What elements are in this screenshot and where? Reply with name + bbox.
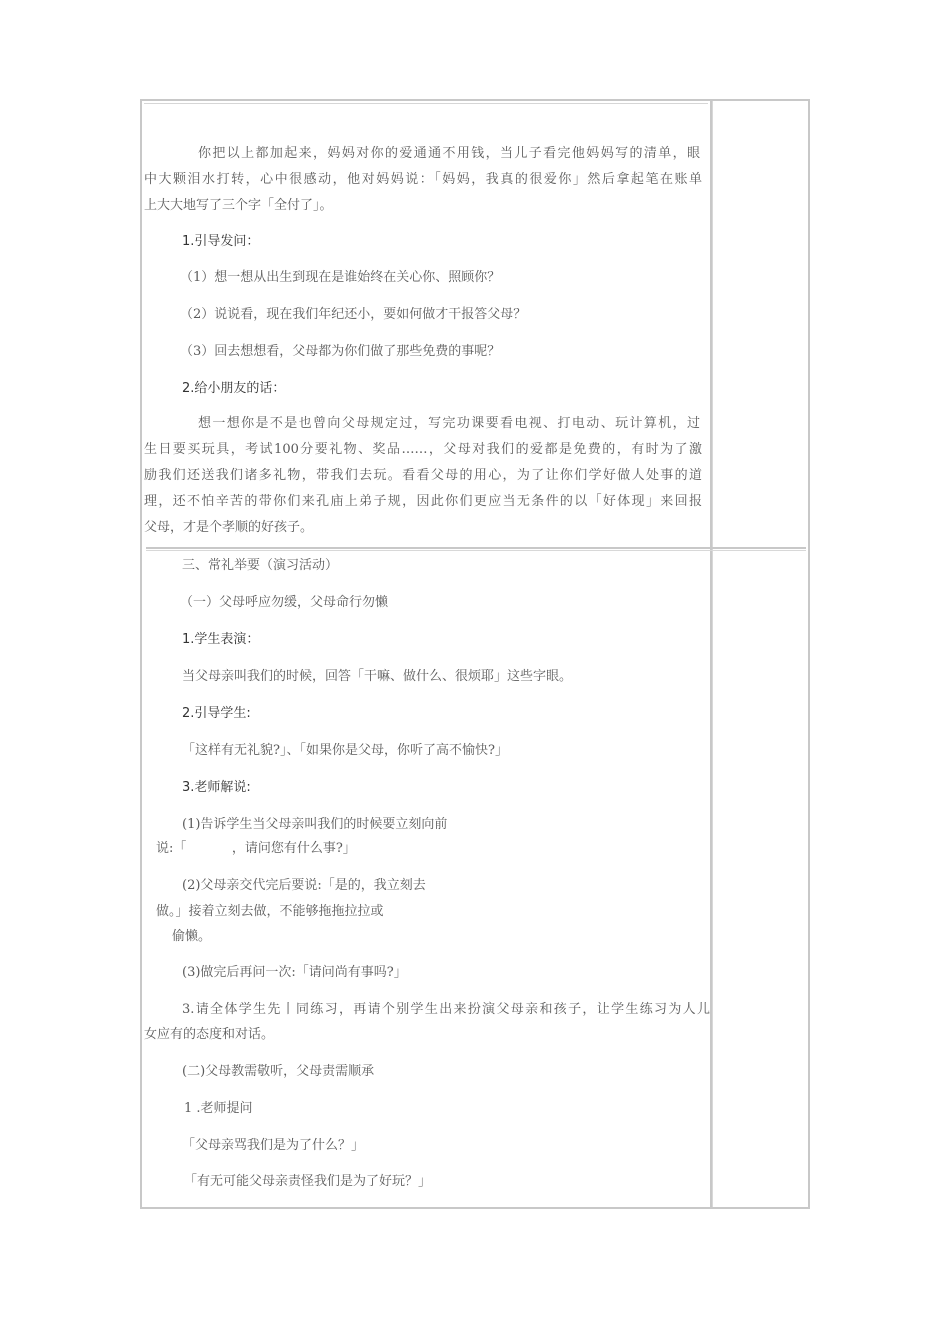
teacher-ask-label: 1 .老师提问 [184, 1101, 253, 1116]
guide-students-label: 2.引导学生: [182, 706, 251, 721]
question-3: （3）回去想想看，父母都为你们做了那些免费的事呢？ [180, 344, 501, 359]
story-line-3: 上大大地写了三个字「全付了」。 [144, 198, 333, 213]
question-1: （1）想一想从出生到现在是谁始终在关心你、照顾你？ [180, 270, 501, 285]
column-divider [710, 101, 713, 1207]
upper-cell [142, 101, 710, 547]
explain-1-line-1: (1)告诉学生当父母亲叫我们的时候要立刻向前 [182, 817, 448, 832]
practice-line-2: 女应有的态度和对话。 [144, 1027, 275, 1042]
explain-3: (3)做完后再问一次:「请问尚有事吗?」 [182, 965, 407, 980]
teacher-ask-1: 「父母亲骂我们是为了什么？」 [182, 1138, 365, 1153]
story-line-1: 你把以上都加起来，妈妈对你的爱通通不用钱，当儿子看完他妈妈写的清单，眼 [198, 146, 700, 161]
teacher-ask-2: 「有无可能父母亲责怪我们是为了好玩？」 [184, 1174, 432, 1189]
story-line-2: 中大颗泪水打转，心中很感动，他对妈妈说：「妈妈，我真的很爱你」然后拿起笔在账单 [144, 172, 702, 187]
kids-line-5: 父母，才是个孝顺的好孩子。 [144, 520, 314, 535]
kids-message-label: 2.给小朋友的话： [182, 381, 286, 396]
practice-line-1: 3.请全体学生先丨同练习，再请个别学生出来扮演父母亲和孩子，让学生练习为人儿 [182, 1002, 710, 1017]
explain-2-line-2: 做。」接着立刻去做，不能够拖拖拉拉或 [156, 904, 384, 919]
kids-line-2: 生日要买玩具，考试100分要礼物、奖品……，父母对我们的爱都是免费的，有时为了激 [144, 442, 702, 457]
explain-2-line-3: 偷懒。 [172, 929, 212, 944]
lower-cell [142, 551, 710, 1207]
guide-question-label: 1.引导发问： [182, 234, 260, 249]
explain-1-line-2: 说:「 ，请问您有什么事?」 [156, 841, 356, 856]
kids-line-3: 励我们还送我们诸多礼物，带我们去玩。看看父母的用心，为了让你们学好做人处事的道 [144, 468, 702, 483]
guide-students-text: 「这样有无礼貌?」、「如果你是父母，你听了高不愉快?」 [182, 743, 508, 758]
section-title: 三、常礼举要（演习活动） [182, 558, 339, 573]
perform-label: 1.学生表演： [182, 632, 260, 647]
kids-line-1: 想一想你是不是也曾向父母规定过，写完功课要看电视、打电动、玩计算机，过 [198, 416, 700, 431]
subsection-2-title: (二)父母教需敬听，父母责需顺承 [182, 1064, 375, 1079]
question-2: （2）说说看，现在我们年纪还小，要如何做才干报答父母？ [180, 307, 527, 322]
lesson-table [140, 99, 810, 1209]
kids-line-4: 理，还不怕辛苦的带你们来孔庙上弟子规，因此你们更应当无条件的以「好体现」来回报 [144, 494, 702, 509]
subsection-1-title: （一）父母呼应勿缓，父母命行勿懒 [180, 595, 389, 610]
perform-text: 当父母亲叫我们的时候，回答「干嘛、做什么、很烦耶」这些字眼。 [182, 669, 573, 684]
teacher-explain-label: 3.老师解说: [182, 780, 251, 795]
explain-2-line-1: (2)父母亲交代完后要说:「是的，我立刻去 [182, 878, 426, 893]
